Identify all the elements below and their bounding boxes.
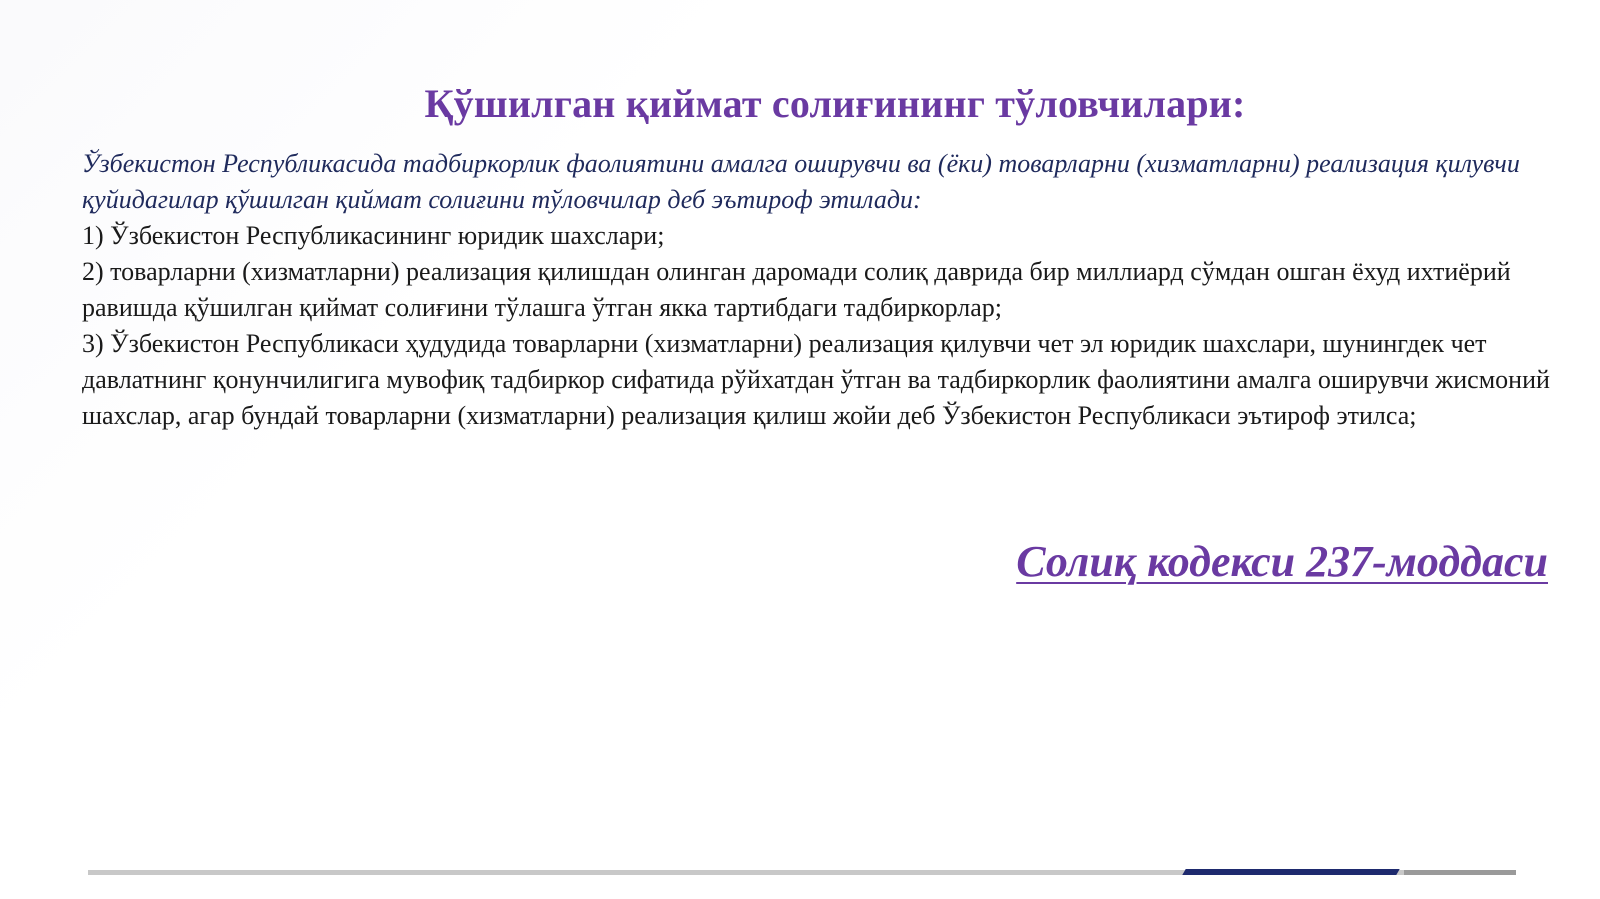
slide-body bbox=[82, 146, 1552, 434]
footer-divider bbox=[88, 870, 1516, 875]
footer-divider-end bbox=[1404, 870, 1516, 875]
list-item: 3) Ўзбекистон Республикаси ҳудудида товарларни (хизматларни) реализация қилувчи чет эл юридик шахслари, шунингдек чет давлатнинг қонунчилигига мувофиқ тадбиркор сифатида рўйхатдан ўтган ва тадбиркорлик фаолиятини амалга оширувчи жисмоний шахслар, агар бундай товарларни (хизматларни) реализация қилиш жойи деб Ўзбекистон Республикаси эътироф этилса; bbox=[82, 329, 1550, 430]
list-item: 1) Ўзбекистон Республикасининг юридик шахслари; bbox=[82, 221, 665, 250]
tax-code-reference-link[interactable]: Солиқ кодекси 237-моддаси bbox=[1016, 537, 1548, 586]
slide-title: Қўшилган қиймат солиғининг тўловчилари: bbox=[424, 81, 1246, 126]
intro-paragraph: Ўзбекистон Республикасида тадбиркорлик фаолиятини амалга оширувчи ва (ёки) товарларни (хизматларни) реализация қилувчи қуйидагилар қўшилган қиймат солиғини тўловчилар деб эътироф этилади: bbox=[82, 149, 1520, 214]
footer-divider-accent bbox=[1182, 869, 1399, 875]
list-item: 2) товарларни (хизматларни) реализация қилишдан олинган даромади солиқ даврида бир миллиард сўмдан ошган ёхуд ихтиёрий равишда қўшилган қиймат солиғини тўлашга ўтган якка тартибдаги тадбиркорлар; bbox=[82, 257, 1511, 322]
